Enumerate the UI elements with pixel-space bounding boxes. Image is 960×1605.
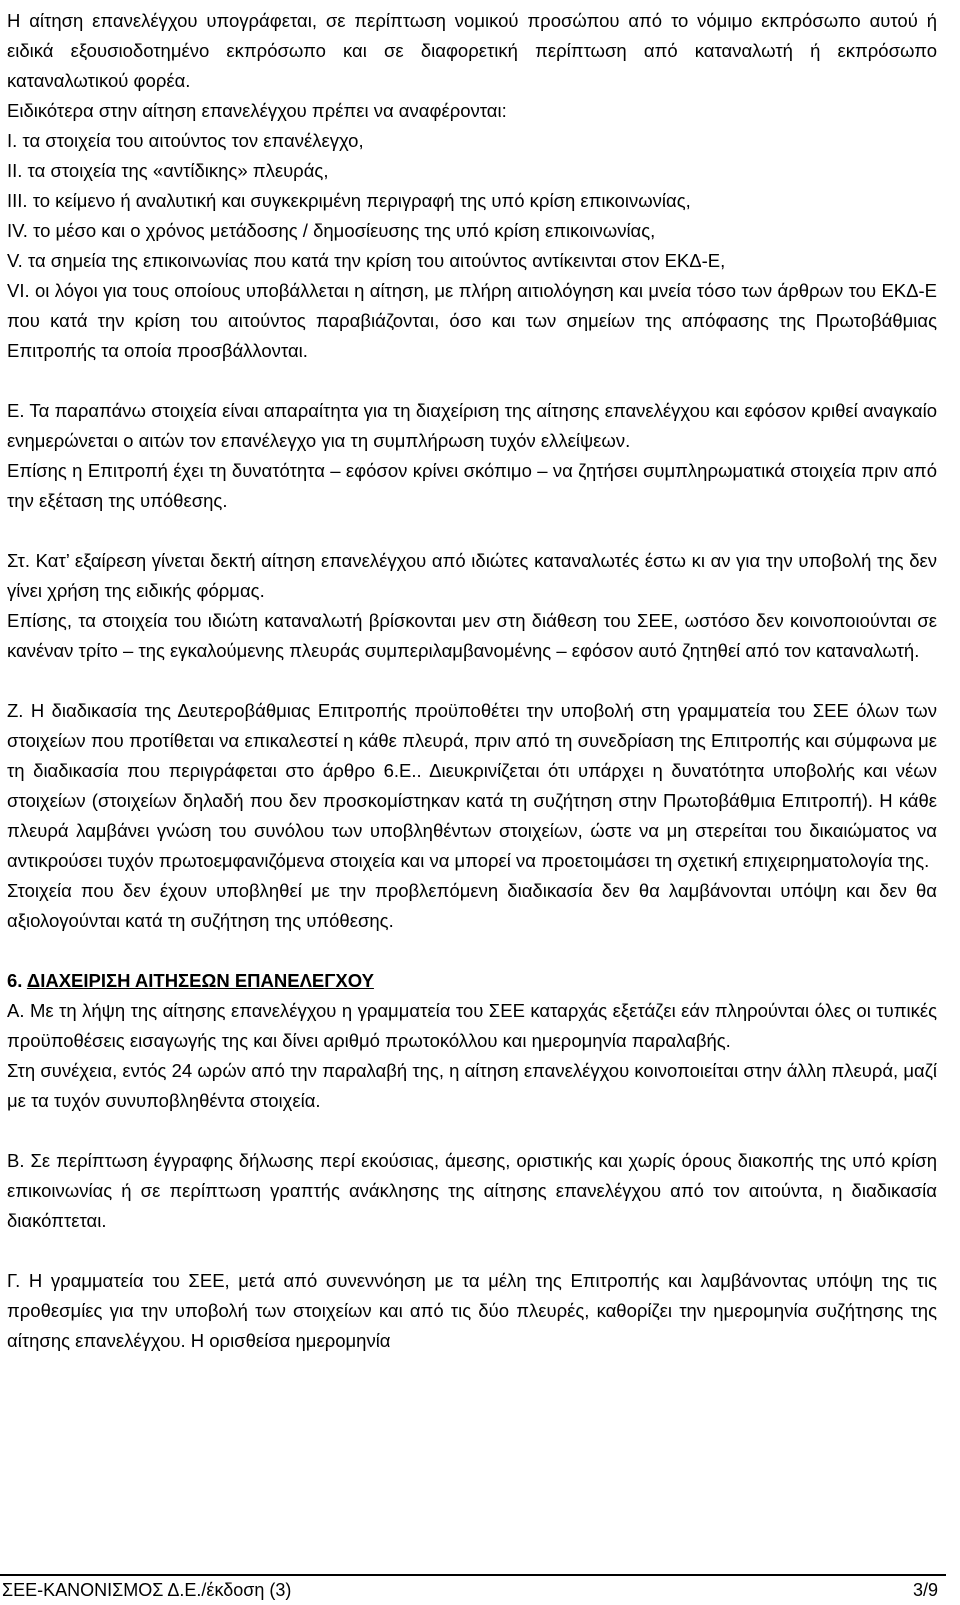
section-heading-title: ΔΙΑΧΕΙΡΙΣΗ ΑΙΤΗΣΕΩΝ ΕΠΑΝΕΛΕΓΧΟΥ bbox=[26, 970, 374, 991]
paragraph-gap bbox=[7, 1236, 937, 1266]
paragraph: Στ. Κατ’ εξαίρεση γίνεται δεκτή αίτηση επανελέγχου από ιδιώτες καταναλωτές έστω κι αν για την υποβολή της δεν γίνει χρήση της ειδικής φόρμας. bbox=[7, 550, 937, 601]
paragraph: Επίσης η Επιτροπή έχει τη δυνατότητα – εφόσον κρίνει σκόπιμο – να ζητήσει συμπληρωματικά στοιχεία πριν από την εξέταση της υπόθεσης. bbox=[7, 460, 937, 511]
section-heading-number: 6. bbox=[7, 970, 27, 991]
paragraph: Η αίτηση επανελέγχου υπογράφεται, σε περίπτωση νομικού προσώπου από το νόμιμο εκπρόσωπο αυτού ή ειδικά εξουσιοδοτημένο εκπρόσωπο και σε διαφορετική περίπτωση από καταναλωτή ή εκπρόσωπο καταναλωτικού φορέα. bbox=[7, 10, 937, 91]
paragraph: VI. οι λόγοι για τους οποίους υποβάλλεται η αίτηση, με πλήρη αιτιολόγηση και μνεία τόσο των άρθρων του ΕΚΔ-Ε που κατά την κρίση του αιτούντος παραβιάζονται, όσο και των σημείων της απόφασης της Πρωτοβάθμιας Επιτροπής τα οποία προσβάλλονται. bbox=[7, 280, 937, 361]
paragraph: Επίσης, τα στοιχεία του ιδιώτη καταναλωτή βρίσκονται μεν στη διάθεση του ΣΕΕ, ωστόσο δεν κοινοποιούνται σε κανέναν τρίτο – της εγκαλούμενης πλευράς συμπεριλαμβανομένης – εφόσον αυτό ζητηθεί από τον καταναλωτή. bbox=[7, 610, 937, 661]
paragraph: Στη συνέχεια, εντός 24 ωρών από την παραλαβή της, η αίτηση επανελέγχου κοινοποιείται στην άλλη πλευρά, μαζί με τα τυχόν συνυποβληθέντα στοιχεία. bbox=[7, 1060, 937, 1111]
paragraph-gap bbox=[7, 936, 937, 966]
paragraph: I. τα στοιχεία του αιτούντος τον επανέλεγχο, bbox=[7, 130, 364, 151]
paragraph: Γ. Η γραμματεία του ΣΕΕ, μετά από συνεννόηση με τα μέλη της Επιτροπής και λαμβάνοντας υπόψη της τις προθεσμίες για την υποβολή των στοιχείων και από τις δύο πλευρές, καθορίζει την ημερομηνία συζήτησης της αίτησης επανελέγχου. Η ορισθείσα ημερομηνία bbox=[7, 1270, 937, 1351]
paragraph: II. τα στοιχεία της «αντίδικης» πλευράς, bbox=[7, 160, 329, 181]
paragraph-gap bbox=[7, 666, 937, 696]
footer-page-number: 3/9 bbox=[912, 1580, 938, 1600]
paragraph: V. τα σημεία της επικοινωνίας που κατά την κρίση του αιτούντος αντίκεινται στον ΕΚΔ-Ε, bbox=[7, 250, 726, 271]
paragraph: III. το κείμενο ή αναλυτική και συγκεκριμένη περιγραφή της υπό κρίση επικοινωνίας, bbox=[7, 190, 691, 211]
paragraph: Α. Με τη λήψη της αίτησης επανελέγχου η γραμματεία του ΣΕΕ καταρχάς εξετάζει εάν πληρούνται όλες οι τυπικές προϋποθέσεις εισαγωγής της και δίνει αριθμό πρωτοκόλλου και ημερομηνία παραλαβής. bbox=[7, 1000, 937, 1051]
paragraph: IV. το μέσο και ο χρόνος μετάδοσης / δημοσίευσης της υπό κρίση επικοινωνίας, bbox=[7, 220, 656, 241]
page-footer bbox=[2, 1578, 938, 1604]
footer-divider bbox=[0, 1574, 946, 1576]
paragraph: Στοιχεία που δεν έχουν υποβληθεί με την προβλεπόμενη διαδικασία δεν θα λαμβάνονται υπόψη και δεν θα αξιολογούνται κατά τη συζήτηση της υπόθεσης. bbox=[7, 880, 937, 931]
footer-document-title: ΣΕΕ-ΚΑΝΟΝΙΣΜΟΣ Δ.Ε./έκδοση (3) bbox=[2, 1580, 292, 1600]
paragraph-gap bbox=[7, 1116, 937, 1146]
paragraph: Ζ. Η διαδικασία της Δευτεροβάθμιας Επιτροπής προϋποθέτει την υποβολή στη γραμματεία του ΣΕΕ όλων των στοιχείων που προτίθεται να επικαλεστεί η κάθε πλευρά, πριν από τη συνεδρίαση της Επιτροπής και σύμφωνα με τη διαδικασία που περιγράφεται στο άρθρο 6.Ε.. Διευκρινίζεται ότι υπάρχει η δυνατότητα υποβολής και νέων στοιχείων (στοιχείων δηλαδή που δεν προσκομίστηκαν κατά τη συζήτηση στην Πρωτοβάθμια Επιτροπή). Η κάθε πλευρά λαμβάνει γνώση του συνόλου των υποβληθέντων στοιχείων, ώστε να μη στερείται του δικαιώματος να αντικρούσει τυχόν πρωτοεμφανιζόμενα στοιχεία και να μπορεί να προετοιμάσει τη σχετική επιχειρηματολογία της. bbox=[7, 700, 937, 871]
document-body bbox=[7, 6, 937, 1356]
paragraph: Β. Σε περίπτωση έγγραφης δήλωσης περί εκούσιας, άμεσης, οριστικής και χωρίς όρους διακοπής της υπό κρίση επικοινωνίας ή σε περίπτωση γραπτής ανάκλησης της αίτησης επανελέγχου από τον αιτούντα, η διαδικασία διακόπτεται. bbox=[7, 1150, 937, 1231]
paragraph: Ε. Τα παραπάνω στοιχεία είναι απαραίτητα για τη διαχείριση της αίτησης επανελέγχου και εφόσον κριθεί αναγκαίο ενημερώνεται ο αιτών τον επανέλεγχο για τη συμπλήρωση τυχόν ελλείψεων. bbox=[7, 400, 937, 451]
section-heading bbox=[7, 966, 937, 996]
paragraph-gap bbox=[7, 516, 937, 546]
paragraph: Ειδικότερα στην αίτηση επανελέγχου πρέπει να αναφέρονται: bbox=[7, 100, 507, 121]
paragraph-gap bbox=[7, 366, 937, 396]
